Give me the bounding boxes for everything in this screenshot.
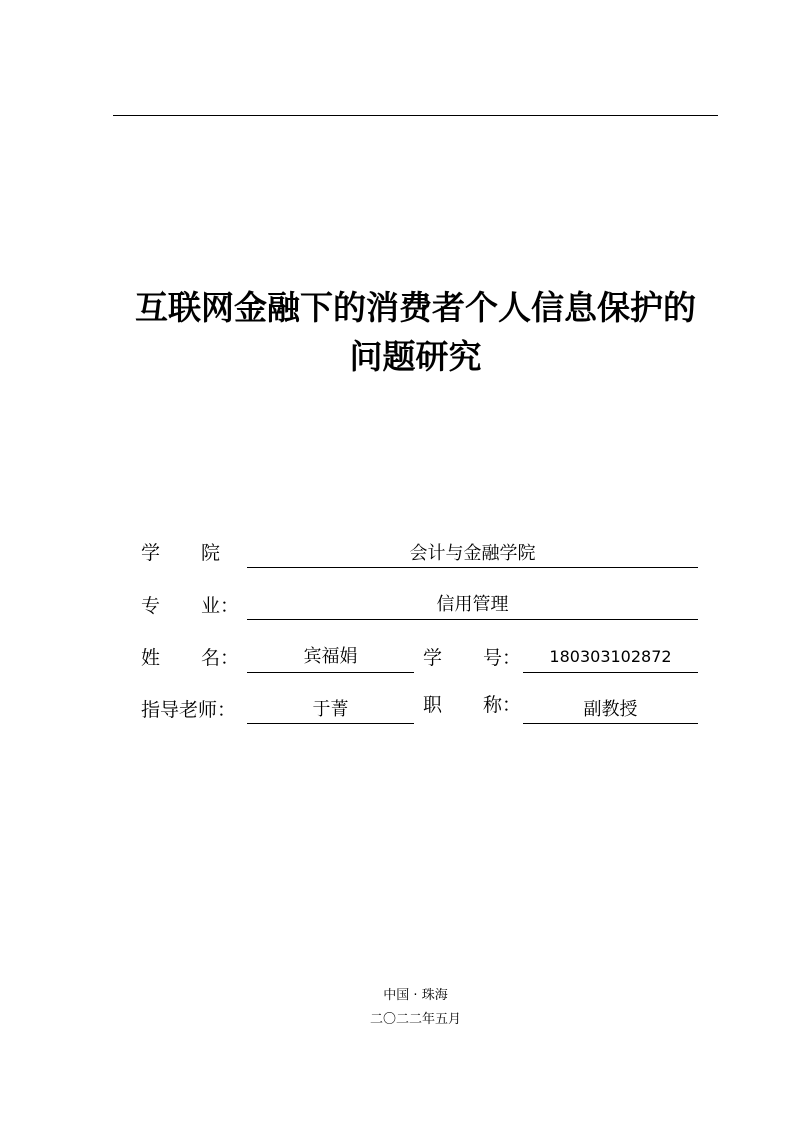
- name-label-b: 名：: [201, 647, 240, 669]
- thesis-title-line-1: 互联网金融下的消费者个人信息保护的: [135, 288, 696, 327]
- name-value: 宾福娟: [303, 646, 358, 667]
- thesis-title-line-2: 问题研究: [349, 337, 482, 376]
- header-rule: [113, 115, 718, 116]
- advisor-label: 指导老师：: [141, 699, 237, 721]
- college-value: 会计与金融学院: [409, 543, 536, 564]
- name-label-a: 姓: [141, 647, 161, 669]
- college-label-b: 院: [201, 542, 221, 564]
- advisor-title-label-a: 职: [423, 694, 443, 716]
- student-id-underline: [523, 672, 698, 673]
- student-id-label-b: 号：: [483, 647, 522, 669]
- college-label-a: 学: [141, 542, 161, 564]
- advisor-title-label-b: 称：: [483, 694, 522, 716]
- advisor-value: 于菁: [312, 699, 349, 720]
- major-label-a: 专: [141, 595, 161, 617]
- footer-place: 中国 · 珠海: [383, 988, 448, 1003]
- college-underline: [247, 567, 698, 568]
- advisor-title-underline: [523, 723, 698, 724]
- major-label-b: 业：: [201, 595, 240, 617]
- major-value: 信用管理: [436, 594, 509, 615]
- student-id-label-a: 学: [423, 647, 443, 669]
- advisor-underline: [247, 723, 414, 724]
- advisor-title-value: 副教授: [583, 699, 638, 720]
- footer-date: 二〇二二年五月: [369, 1012, 461, 1027]
- major-underline: [247, 619, 698, 620]
- name-underline: [247, 672, 414, 673]
- student-id-value: 180303102872: [549, 647, 672, 666]
